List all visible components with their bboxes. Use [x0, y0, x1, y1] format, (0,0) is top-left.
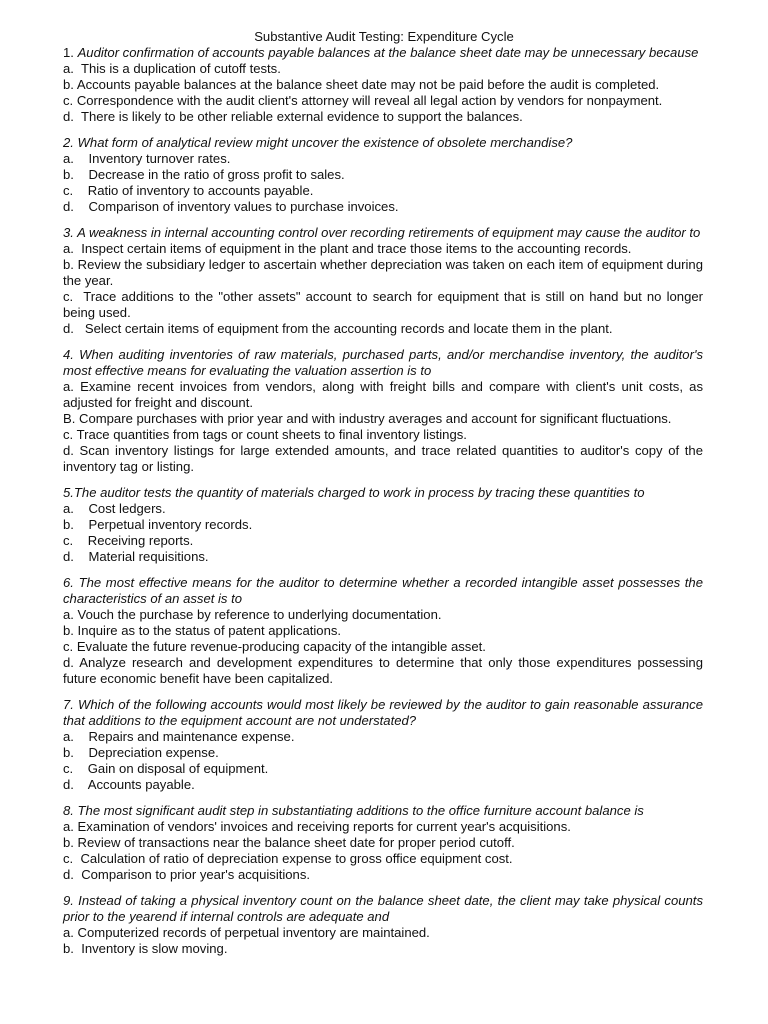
answer-option: b. Inventory is slow moving. [63, 941, 228, 956]
answer-options [63, 241, 707, 337]
answer-options [63, 819, 703, 883]
question-1 [63, 45, 703, 125]
answer-option: b. Review of transactions near the balance sheet date for proper period cutoff. [63, 835, 515, 850]
question-text [63, 347, 703, 379]
question-text [63, 485, 703, 501]
answer-option: a. Inspect certain items of equipment in the plant and trace those items to the accounting records. [63, 241, 632, 256]
answer-option: b. Accounts payable balances at the balance sheet date may not be paid before the audit is completed. [63, 77, 660, 92]
answer-options [63, 925, 703, 957]
answer-option: d. Analyze research and development expenditures to determine that only those expenditures possessing future economic benefit have been capitalized. [63, 655, 707, 686]
answer-option: c. Ratio of inventory to accounts payable. [63, 183, 314, 198]
answer-option: a. Repairs and maintenance expense. [63, 729, 295, 744]
question-text [63, 135, 703, 151]
question-5 [63, 485, 703, 565]
answer-options [63, 607, 707, 687]
question-text [63, 575, 703, 607]
question-text [63, 45, 703, 61]
answer-option: b. Decrease in the ratio of gross profit to sales. [63, 167, 345, 182]
question-stem: 4. When auditing inventories of raw materials, purchased parts, and/or merchandise inventory, the auditor's most effective means for evaluating the valuation assertion is to [63, 347, 703, 378]
answer-option: d. Scan inventory listings for large extended amounts, and trace related quantities to auditor's copy of the inventory tag or listing. [63, 443, 707, 474]
question-stem: 7. Which of the following accounts would most likely be reviewed by the auditor to gain reasonable assurance that additions to the equipment account are not understated? [63, 697, 703, 728]
answer-option: d. There is likely to be other reliable external evidence to support the balances. [63, 109, 523, 124]
answer-option: a. This is a duplication of cutoff tests. [63, 61, 281, 76]
answer-options [63, 379, 707, 475]
answer-option: c. Correspondence with the audit client's attorney will reveal all legal action by vendors for nonpayment. [63, 93, 663, 108]
answer-option: a. Inventory turnover rates. [63, 151, 231, 166]
question-7 [63, 697, 703, 793]
question-text [63, 225, 703, 241]
question-number: 1. [63, 45, 78, 60]
answer-option: b. Perpetual inventory records. [63, 517, 253, 532]
answer-option: a. Examination of vendors' invoices and receiving reports for current year's acquisitions. [63, 819, 571, 834]
question-stem: 9. Instead of taking a physical inventory count on the balance sheet date, the client may take physical counts prior to the yearend if internal controls are adequate and [63, 893, 703, 924]
question-stem: 3. A weakness in internal accounting control over recording retirements of equipment may cause the auditor to [63, 225, 701, 240]
answer-option: d. Select certain items of equipment from the accounting records and locate them in the plant. [63, 321, 613, 336]
question-text [63, 803, 703, 819]
document-page [63, 29, 707, 957]
question-text [63, 697, 703, 729]
answer-option: b. Inquire as to the status of patent applications. [63, 623, 342, 638]
answer-option: B. Compare purchases with prior year and with industry averages and account for significant fluctuations. [63, 411, 672, 426]
answer-option: a. Cost ledgers. [63, 501, 166, 516]
answer-option: a. Vouch the purchase by reference to underlying documentation. [63, 607, 442, 622]
question-4 [63, 347, 707, 475]
answer-options [63, 151, 703, 215]
answer-options [63, 501, 703, 565]
answer-option: c. Receiving reports. [63, 533, 194, 548]
answer-option: d. Comparison of inventory values to purchase invoices. [63, 199, 399, 214]
question-3 [63, 225, 707, 337]
question-2 [63, 135, 703, 215]
answer-option: c. Trace additions to the "other assets" account to search for equipment that is still on hand but no longer being used. [63, 289, 707, 320]
answer-options [63, 729, 703, 793]
question-list [63, 45, 707, 957]
answer-option: b. Review the subsidiary ledger to ascertain whether depreciation was taken on each item of equipment during the year. [63, 257, 707, 288]
document-title: Substantive Audit Testing: Expenditure Cycle [254, 29, 514, 44]
question-text [63, 893, 703, 925]
answer-option: d. Material requisitions. [63, 549, 209, 564]
answer-option: c. Evaluate the future revenue-producing capacity of the intangible asset. [63, 639, 486, 654]
question-stem: 5.The auditor tests the quantity of materials charged to work in process by tracing these quantities to [63, 485, 645, 500]
answer-option: a. Computerized records of perpetual inventory are maintained. [63, 925, 430, 940]
answer-option: c. Trace quantities from tags or count sheets to final inventory listings. [63, 427, 467, 442]
answer-option: d. Comparison to prior year's acquisitions. [63, 867, 311, 882]
question-stem: 2. What form of analytical review might uncover the existence of obsolete merchandise? [63, 135, 573, 150]
answer-option: d. Accounts payable. [63, 777, 195, 792]
answer-option: c. Gain on disposal of equipment. [63, 761, 269, 776]
question-9 [63, 893, 703, 957]
answer-option: c. Calculation of ratio of depreciation expense to gross office equipment cost. [63, 851, 513, 866]
answer-options [63, 61, 703, 125]
question-stem: Auditor confirmation of accounts payable balances at the balance sheet date may be unnecessary because [77, 45, 699, 60]
answer-option: a. Examine recent invoices from vendors, along with freight bills and compare with client's unit costs, as adjusted for freight and discount. [63, 379, 707, 410]
question-stem: 6. The most effective means for the auditor to determine whether a recorded intangible asset possesses the characteristics of an asset is to [63, 575, 703, 606]
question-stem: 8. The most significant audit step in substantiating additions to the office furniture account balance is [63, 803, 644, 818]
answer-option: b. Depreciation expense. [63, 745, 219, 760]
question-6 [63, 575, 707, 687]
question-8 [63, 803, 703, 883]
